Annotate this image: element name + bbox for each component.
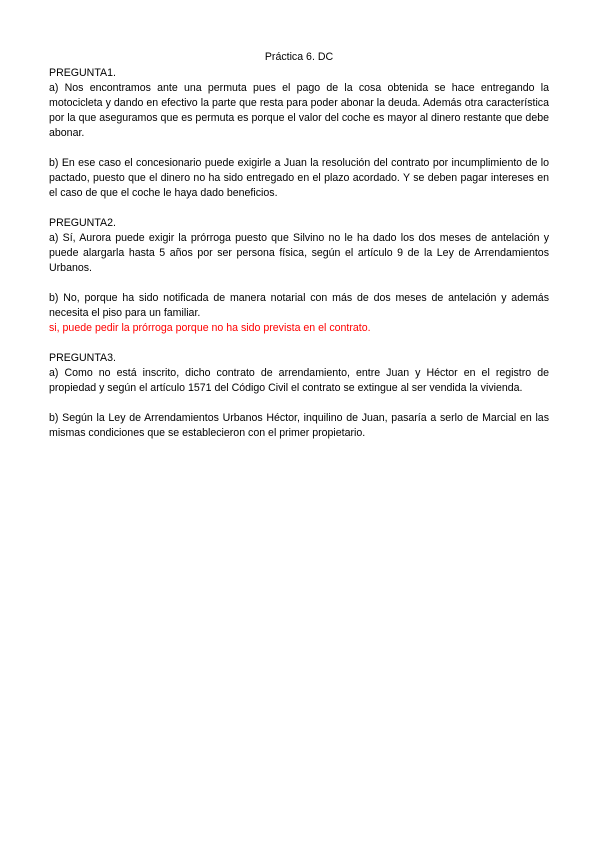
answer-1a: a) Nos encontramos ante una permuta pues el pago de la cosa obtenida se hace entregando la motocicleta y dando en efectivo la parte que resta para poder abonar la deuda. Además otra característica por la que aseguramos que es permuta es porque el valor del coche es mayor al dinero restante que debe abonar. <box>49 82 549 139</box>
answer-1b: b) En ese caso el concesionario puede exigirle a Juan la resolución del contrato por incumplimiento de lo pactado, puesto que el dinero no ha sido entregado en el plazo acordado. Y se deben pagar intereses en el caso de que el coche le haya dado beneficios. <box>49 157 549 199</box>
document-page <box>49 50 549 441</box>
paragraph-gap <box>49 141 549 156</box>
paragraph-gap <box>49 276 549 291</box>
answer-2b: b) No, porque ha sido notificada de manera notarial con más de dos meses de antelación y además necesita el piso para un familiar. <box>49 292 549 319</box>
section-heading-3: PREGUNTA3. <box>49 352 116 364</box>
section-heading-2: PREGUNTA2. <box>49 217 116 229</box>
paragraph-gap <box>49 396 549 411</box>
answer-3b: b) Según la Ley de Arrendamientos Urbanos Héctor, inquilino de Juan, pasaría a serlo de Marcial en las mismas condiciones que se establecieron con el primer propietario. <box>49 412 549 439</box>
section-gap <box>49 201 549 216</box>
answer-2a: a) Sí, Aurora puede exigir la prórroga puesto que Silvino no le ha dado los dos meses de antelación y puede alargarla hasta 5 años por ser persona física, según el artículo 9 de la Ley de Arrendamientos Urbanos. <box>49 232 549 274</box>
answer-2b-correction: si, puede pedir la prórroga porque no ha sido prevista en el contrato. <box>49 322 371 334</box>
document-title: Práctica 6. DC <box>264 51 334 63</box>
answer-3a: a) Como no está inscrito, dicho contrato de arrendamiento, entre Juan y Héctor en el registro de propiedad y según el artículo 1571 del Código Civil el contrato se extingue al ser vendida la vivienda. <box>49 367 549 394</box>
section-gap <box>49 336 549 351</box>
section-heading-1: PREGUNTA1. <box>49 67 116 79</box>
